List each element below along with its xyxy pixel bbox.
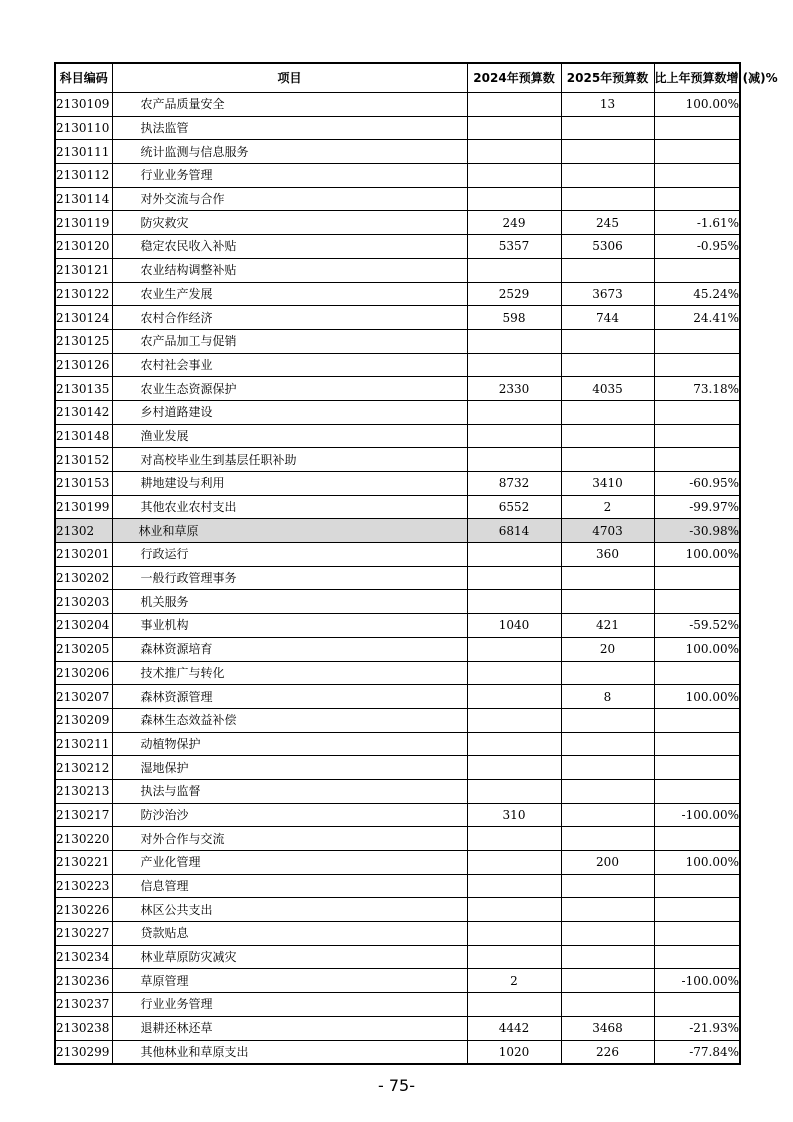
code-cell: 2130153	[55, 472, 112, 496]
header-2024-budget: 2024年预算数	[467, 63, 561, 93]
budget-2025-cell: 3468	[561, 1016, 654, 1040]
budget-2025-cell: 3410	[561, 472, 654, 496]
name-cell: 对高校毕业生到基层任职补助	[112, 448, 467, 472]
budget-2025-cell	[561, 400, 654, 424]
code-cell: 2130207	[55, 685, 112, 709]
budget-2024-cell	[467, 685, 561, 709]
budget-2025-cell	[561, 779, 654, 803]
budget-2025-cell: 3673	[561, 282, 654, 306]
table-row	[55, 590, 740, 614]
budget-2024-cell	[467, 164, 561, 188]
code-cell: 2130135	[55, 377, 112, 401]
change-percent-cell	[654, 116, 740, 140]
table-row	[55, 377, 740, 401]
name-cell: 耕地建设与利用	[112, 472, 467, 496]
table-row	[55, 874, 740, 898]
budget-2024-cell	[467, 590, 561, 614]
table-row	[55, 164, 740, 188]
table-row	[55, 827, 740, 851]
table-row	[55, 566, 740, 590]
code-cell: 2130234	[55, 945, 112, 969]
budget-2024-cell: 310	[467, 803, 561, 827]
name-cell: 农业生态资源保护	[112, 377, 467, 401]
table-row	[55, 732, 740, 756]
budget-2024-cell	[467, 329, 561, 353]
budget-2025-cell	[561, 164, 654, 188]
budget-2024-cell	[467, 661, 561, 685]
change-percent-cell	[654, 187, 740, 211]
budget-2024-cell	[467, 898, 561, 922]
budget-2024-cell	[467, 874, 561, 898]
change-percent-cell	[654, 898, 740, 922]
table-row	[55, 851, 740, 875]
budget-2024-cell	[467, 637, 561, 661]
code-cell: 2130152	[55, 448, 112, 472]
budget-2025-cell	[561, 258, 654, 282]
table-row	[55, 282, 740, 306]
change-percent-cell: 45.24%	[654, 282, 740, 306]
name-cell: 农产品质量安全	[112, 93, 467, 117]
change-percent-cell	[654, 566, 740, 590]
budget-2024-cell	[467, 756, 561, 780]
change-percent-cell: -99.97%	[654, 495, 740, 519]
table-row	[55, 945, 740, 969]
table-row	[55, 1016, 740, 1040]
budget-2024-cell	[467, 93, 561, 117]
budget-2024-cell: 598	[467, 306, 561, 330]
name-cell: 稳定农民收入补贴	[112, 235, 467, 259]
code-cell: 2130109	[55, 93, 112, 117]
table-header-row	[55, 63, 740, 93]
name-cell: 其他农业农村支出	[112, 495, 467, 519]
table-row	[55, 258, 740, 282]
budget-2024-cell: 2330	[467, 377, 561, 401]
code-cell: 2130236	[55, 969, 112, 993]
name-cell: 森林资源培育	[112, 637, 467, 661]
budget-2025-cell: 245	[561, 211, 654, 235]
budget-2024-cell: 8732	[467, 472, 561, 496]
budget-2024-cell	[467, 945, 561, 969]
code-cell: 2130223	[55, 874, 112, 898]
name-cell: 防灾救灾	[112, 211, 467, 235]
change-percent-cell: 100.00%	[654, 685, 740, 709]
budget-2024-cell: 1040	[467, 614, 561, 638]
code-cell: 2130227	[55, 922, 112, 946]
change-percent-cell: -30.98%	[654, 519, 740, 543]
name-cell: 技术推广与转化	[112, 661, 467, 685]
change-percent-cell	[654, 590, 740, 614]
name-cell: 农产品加工与促销	[112, 329, 467, 353]
budget-2025-cell	[561, 590, 654, 614]
change-percent-cell: -21.93%	[654, 1016, 740, 1040]
budget-table	[54, 62, 778, 1065]
code-cell: 2130110	[55, 116, 112, 140]
name-cell: 机关服务	[112, 590, 467, 614]
code-cell: 2130124	[55, 306, 112, 330]
name-cell: 行业业务管理	[112, 993, 467, 1017]
change-percent-cell	[654, 708, 740, 732]
name-cell: 事业机构	[112, 614, 467, 638]
code-cell: 2130112	[55, 164, 112, 188]
change-percent-cell	[654, 922, 740, 946]
name-cell: 湿地保护	[112, 756, 467, 780]
table-row	[55, 661, 740, 685]
table-row	[55, 543, 740, 567]
budget-2025-cell	[561, 993, 654, 1017]
name-cell: 森林资源管理	[112, 685, 467, 709]
change-percent-cell: -0.95%	[654, 235, 740, 259]
table-row	[55, 495, 740, 519]
budget-2024-cell	[467, 116, 561, 140]
name-cell: 林业和草原	[112, 519, 467, 543]
code-cell: 21302	[55, 519, 112, 543]
code-cell: 2130221	[55, 851, 112, 875]
change-percent-cell	[654, 827, 740, 851]
table-row	[55, 424, 740, 448]
budget-2025-cell	[561, 566, 654, 590]
code-cell: 2130238	[55, 1016, 112, 1040]
table-row	[55, 898, 740, 922]
budget-2025-cell	[561, 827, 654, 851]
budget-2025-cell	[561, 708, 654, 732]
page-number: - 75-	[378, 1076, 415, 1095]
code-cell: 2130237	[55, 993, 112, 1017]
budget-2024-cell	[467, 851, 561, 875]
name-cell: 动植物保护	[112, 732, 467, 756]
change-percent-cell: 100.00%	[654, 543, 740, 567]
name-cell: 森林生态效益补偿	[112, 708, 467, 732]
table-row	[55, 922, 740, 946]
change-percent-cell	[654, 353, 740, 377]
name-cell: 林业草原防灾减灾	[112, 945, 467, 969]
code-cell: 2130121	[55, 258, 112, 282]
budget-2024-cell: 1020	[467, 1040, 561, 1064]
name-cell: 草原管理	[112, 969, 467, 993]
table-row	[55, 353, 740, 377]
header-change-percent: 比上年预算数增 (减)%	[654, 63, 740, 93]
code-cell: 2130199	[55, 495, 112, 519]
budget-2025-cell	[561, 945, 654, 969]
header-code: 科目编码	[55, 63, 112, 93]
code-cell: 2130148	[55, 424, 112, 448]
change-percent-cell: -77.84%	[654, 1040, 740, 1064]
code-cell: 2130206	[55, 661, 112, 685]
budget-2025-cell	[561, 116, 654, 140]
budget-2024-cell	[467, 543, 561, 567]
budget-2025-cell	[561, 140, 654, 164]
code-cell: 2130211	[55, 732, 112, 756]
budget-2025-cell	[561, 874, 654, 898]
budget-2025-cell: 421	[561, 614, 654, 638]
budget-2025-cell: 4035	[561, 377, 654, 401]
table-row	[55, 93, 740, 117]
budget-2024-cell	[467, 922, 561, 946]
name-cell: 农村合作经济	[112, 306, 467, 330]
name-cell: 一般行政管理事务	[112, 566, 467, 590]
budget-2024-cell	[467, 353, 561, 377]
budget-2025-cell: 2	[561, 495, 654, 519]
name-cell: 执法与监督	[112, 779, 467, 803]
name-cell: 乡村道路建设	[112, 400, 467, 424]
budget-2025-cell: 5306	[561, 235, 654, 259]
name-cell: 农业生产发展	[112, 282, 467, 306]
table-row	[55, 140, 740, 164]
budget-2025-cell	[561, 922, 654, 946]
table-row	[55, 306, 740, 330]
budget-2025-cell	[561, 329, 654, 353]
budget-2025-cell	[561, 424, 654, 448]
change-percent-cell	[654, 732, 740, 756]
change-percent-cell: -100.00%	[654, 969, 740, 993]
budget-2024-cell	[467, 708, 561, 732]
budget-2025-cell	[561, 448, 654, 472]
budget-2025-cell: 360	[561, 543, 654, 567]
table-row	[55, 637, 740, 661]
change-percent-cell: 100.00%	[654, 93, 740, 117]
change-percent-cell: -59.52%	[654, 614, 740, 638]
budget-2025-cell	[561, 969, 654, 993]
table-row	[55, 187, 740, 211]
table-row-subtotal	[55, 519, 740, 543]
budget-2024-cell: 4442	[467, 1016, 561, 1040]
code-cell: 2130122	[55, 282, 112, 306]
name-cell: 执法监管	[112, 116, 467, 140]
name-cell: 行政运行	[112, 543, 467, 567]
code-cell: 2130114	[55, 187, 112, 211]
change-percent-cell: 100.00%	[654, 637, 740, 661]
budget-2025-cell: 20	[561, 637, 654, 661]
name-cell: 林区公共支出	[112, 898, 467, 922]
change-percent-cell: -100.00%	[654, 803, 740, 827]
code-cell: 2130119	[55, 211, 112, 235]
change-percent-cell: 73.18%	[654, 377, 740, 401]
budget-2024-cell: 2529	[467, 282, 561, 306]
table-row	[55, 779, 740, 803]
change-percent-cell	[654, 448, 740, 472]
name-cell: 对外合作与交流	[112, 827, 467, 851]
change-percent-cell	[654, 164, 740, 188]
budget-2025-cell	[561, 898, 654, 922]
table-row	[55, 993, 740, 1017]
budget-2024-cell: 2	[467, 969, 561, 993]
budget-2025-cell	[561, 661, 654, 685]
budget-2024-cell	[467, 258, 561, 282]
code-cell: 2130212	[55, 756, 112, 780]
budget-2024-cell	[467, 827, 561, 851]
table-row	[55, 211, 740, 235]
name-cell: 贷款贴息	[112, 922, 467, 946]
budget-2025-cell	[561, 756, 654, 780]
table-row	[55, 756, 740, 780]
name-cell: 农业结构调整补贴	[112, 258, 467, 282]
change-percent-cell	[654, 258, 740, 282]
code-cell: 2130125	[55, 329, 112, 353]
code-cell: 2130202	[55, 566, 112, 590]
table-row	[55, 116, 740, 140]
table-row	[55, 472, 740, 496]
change-percent-cell	[654, 756, 740, 780]
change-percent-cell	[654, 661, 740, 685]
table-row	[55, 235, 740, 259]
table-row	[55, 969, 740, 993]
code-cell: 2130209	[55, 708, 112, 732]
table-row	[55, 708, 740, 732]
code-cell: 2130126	[55, 353, 112, 377]
code-cell: 2130201	[55, 543, 112, 567]
name-cell: 其他林业和草原支出	[112, 1040, 467, 1064]
name-cell: 农村社会事业	[112, 353, 467, 377]
name-cell: 统计监测与信息服务	[112, 140, 467, 164]
change-percent-cell	[654, 874, 740, 898]
code-cell: 2130142	[55, 400, 112, 424]
budget-2024-cell	[467, 779, 561, 803]
code-cell: 2130120	[55, 235, 112, 259]
budget-2024-cell	[467, 140, 561, 164]
budget-2025-cell	[561, 353, 654, 377]
budget-2025-cell: 200	[561, 851, 654, 875]
change-percent-cell	[654, 400, 740, 424]
code-cell: 2130226	[55, 898, 112, 922]
budget-2024-cell	[467, 448, 561, 472]
name-cell: 渔业发展	[112, 424, 467, 448]
table-row	[55, 685, 740, 709]
table-row	[55, 1040, 740, 1064]
budget-2025-cell	[561, 187, 654, 211]
name-cell: 信息管理	[112, 874, 467, 898]
table-row	[55, 803, 740, 827]
budget-2025-cell: 226	[561, 1040, 654, 1064]
budget-2024-cell: 6552	[467, 495, 561, 519]
code-cell: 2130213	[55, 779, 112, 803]
change-percent-cell	[654, 779, 740, 803]
code-cell: 2130299	[55, 1040, 112, 1064]
name-cell: 防沙治沙	[112, 803, 467, 827]
budget-2024-cell	[467, 732, 561, 756]
code-cell: 2130111	[55, 140, 112, 164]
budget-2025-cell: 13	[561, 93, 654, 117]
budget-2024-cell	[467, 993, 561, 1017]
budget-2024-cell	[467, 400, 561, 424]
name-cell: 退耕还林还草	[112, 1016, 467, 1040]
budget-2024-cell	[467, 187, 561, 211]
budget-2024-cell	[467, 424, 561, 448]
change-percent-cell	[654, 140, 740, 164]
change-percent-cell	[654, 993, 740, 1017]
budget-2024-cell: 249	[467, 211, 561, 235]
name-cell: 行业业务管理	[112, 164, 467, 188]
code-cell: 2130204	[55, 614, 112, 638]
budget-2024-cell: 6814	[467, 519, 561, 543]
budget-2025-cell	[561, 803, 654, 827]
name-cell: 产业化管理	[112, 851, 467, 875]
header-name: 项目	[112, 63, 467, 93]
table-row	[55, 329, 740, 353]
change-percent-cell	[654, 945, 740, 969]
change-percent-cell	[654, 424, 740, 448]
budget-2025-cell: 744	[561, 306, 654, 330]
name-cell: 对外交流与合作	[112, 187, 467, 211]
change-percent-cell: 24.41%	[654, 306, 740, 330]
budget-2025-cell: 4703	[561, 519, 654, 543]
change-percent-cell: 100.00%	[654, 851, 740, 875]
code-cell: 2130217	[55, 803, 112, 827]
budget-2025-cell	[561, 732, 654, 756]
table-row	[55, 614, 740, 638]
table-body	[55, 93, 740, 1065]
change-percent-cell: -1.61%	[654, 211, 740, 235]
budget-2024-cell	[467, 566, 561, 590]
code-cell: 2130205	[55, 637, 112, 661]
table-row	[55, 400, 740, 424]
change-percent-cell: -60.95%	[654, 472, 740, 496]
code-cell: 2130203	[55, 590, 112, 614]
budget-2024-cell: 5357	[467, 235, 561, 259]
budget-2025-cell: 8	[561, 685, 654, 709]
change-percent-cell	[654, 329, 740, 353]
table-row	[55, 448, 740, 472]
header-2025-budget: 2025年预算数	[561, 63, 654, 93]
code-cell: 2130220	[55, 827, 112, 851]
